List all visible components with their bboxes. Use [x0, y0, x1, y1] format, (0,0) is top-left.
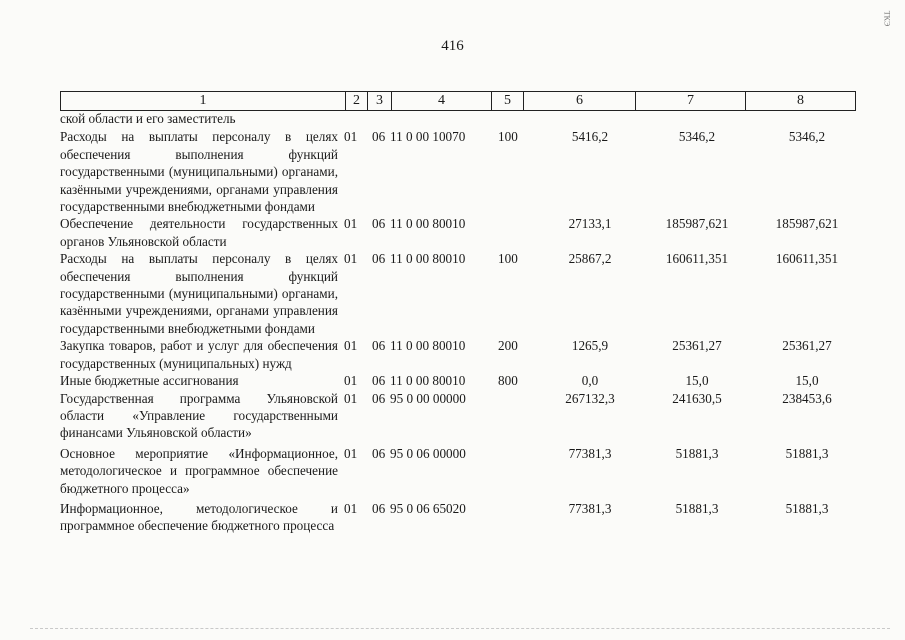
- row-amount-col6: 25867,2: [568, 251, 612, 267]
- table-row: [60, 128, 862, 215]
- header-col-6: 6: [523, 92, 635, 110]
- row-subsection: 06: [372, 129, 386, 145]
- row-amount-col7: 25361,27: [672, 338, 722, 354]
- row-target-code: 11 0 00 80010: [390, 338, 466, 354]
- row-target-code: 11 0 00 80010: [390, 216, 466, 232]
- corner-mark: ТКЭ: [882, 10, 892, 27]
- row-subsection: 06: [372, 251, 386, 267]
- table-row: [60, 445, 862, 497]
- header-col-8: 8: [745, 92, 855, 110]
- row-target-code: 95 0 06 00000: [390, 445, 466, 461]
- row-name: Основное мероприятие «Информационное, методологическое и программное обеспечение бюджетного процесса»: [60, 445, 338, 496]
- page-number: 416: [441, 38, 464, 54]
- row-amount-col7: 241630,5: [672, 390, 722, 406]
- row-amount-col7: 51881,3: [675, 445, 719, 461]
- row-subsection: 06: [372, 338, 386, 354]
- table-row: [60, 215, 862, 250]
- header-col-3: 3: [367, 92, 391, 110]
- row-amount-col8: 5346,2: [788, 129, 826, 145]
- table-row: [60, 337, 862, 372]
- row-expense-type: 200: [498, 338, 518, 354]
- row-amount-col6: 77381,3: [568, 500, 612, 516]
- row-name: Обеспечение деятельности государственных органов Ульяновской области: [60, 216, 338, 249]
- table-row: [60, 390, 862, 442]
- table-row: [60, 250, 862, 337]
- row-section: 01: [344, 251, 358, 267]
- row-name: Расходы на выплаты персоналу в целях обеспечения выполнения функций государственными (муниципальными) органами, казёнными учреждениями, органами управления государственными внебюджетными фондами: [60, 129, 338, 215]
- row-name: ской области и его заместитель: [60, 111, 236, 126]
- row-amount-col8: 185987,621: [775, 216, 839, 232]
- row-subsection: 06: [372, 390, 386, 406]
- row-expense-type: 100: [498, 129, 518, 145]
- row-amount-col6: 77381,3: [568, 445, 612, 461]
- row-target-code: 95 0 00 00000: [390, 390, 466, 406]
- row-amount-col6: 267132,3: [565, 390, 615, 406]
- row-amount-col6: 0,0: [581, 373, 599, 389]
- row-amount-col8: 51881,3: [785, 500, 829, 516]
- row-expense-type: 100: [498, 251, 518, 267]
- row-amount-col6: 5416,2: [571, 129, 609, 145]
- row-amount-col8: 51881,3: [785, 445, 829, 461]
- row-amount-col7: 160611,351: [665, 251, 729, 267]
- row-amount-col6: 1265,9: [571, 338, 609, 354]
- row-section: 01: [344, 500, 358, 516]
- row-section: 01: [344, 216, 358, 232]
- row-target-code: 11 0 00 80010: [390, 373, 466, 389]
- table-body: [60, 110, 862, 535]
- table-row: [60, 372, 862, 389]
- table-row: [60, 500, 862, 535]
- row-name: Расходы на выплаты персоналу в целях обеспечения выполнения функций государственными (муниципальными) органами, казёнными учреждениями, органами управления государственными внебюджетными фондами: [60, 251, 338, 336]
- row-name: Иные бюджетные ассигнования: [60, 373, 239, 389]
- row-amount-col7: 5346,2: [678, 129, 716, 145]
- header-col-7: 7: [635, 92, 745, 110]
- row-amount-col7: 51881,3: [675, 500, 719, 516]
- row-subsection: 06: [372, 500, 386, 516]
- row-name: Государственная программа Ульяновской области «Управление государственными финансами Ульяновской области»: [60, 390, 338, 441]
- row-subsection: 06: [372, 445, 386, 461]
- row-amount-col8: 238453,6: [782, 390, 832, 406]
- row-target-code: 95 0 06 65020: [390, 500, 466, 516]
- row-amount-col8: 160611,351: [775, 251, 839, 267]
- row-amount-col7: 185987,621: [665, 216, 729, 232]
- row-name: Информационное, методологическое и программное обеспечение бюджетного процесса: [60, 500, 338, 534]
- row-section: 01: [344, 129, 358, 145]
- table-header: [60, 91, 856, 111]
- row-expense-type: 800: [498, 373, 518, 389]
- header-col-2: 2: [345, 92, 367, 110]
- row-section: 01: [344, 373, 358, 389]
- row-amount-col7: 15,0: [685, 373, 709, 389]
- row-subsection: 06: [372, 216, 386, 232]
- row-subsection: 06: [372, 373, 386, 389]
- row-target-code: 11 0 00 10070: [390, 129, 466, 145]
- row-amount-col8: 15,0: [795, 373, 819, 389]
- table-row: [60, 110, 862, 127]
- row-section: 01: [344, 445, 358, 461]
- row-section: 01: [344, 338, 358, 354]
- header-col-5: 5: [491, 92, 523, 110]
- scan-edge-line: [30, 628, 890, 631]
- header-col-4: 4: [391, 92, 491, 110]
- row-amount-col8: 25361,27: [782, 338, 832, 354]
- row-name: Закупка товаров, работ и услуг для обеспечения государственных (муниципальных) нужд: [60, 338, 338, 371]
- row-section: 01: [344, 390, 358, 406]
- row-target-code: 11 0 00 80010: [390, 251, 466, 267]
- row-amount-col6: 27133,1: [568, 216, 612, 232]
- header-col-1: 1: [199, 93, 207, 108]
